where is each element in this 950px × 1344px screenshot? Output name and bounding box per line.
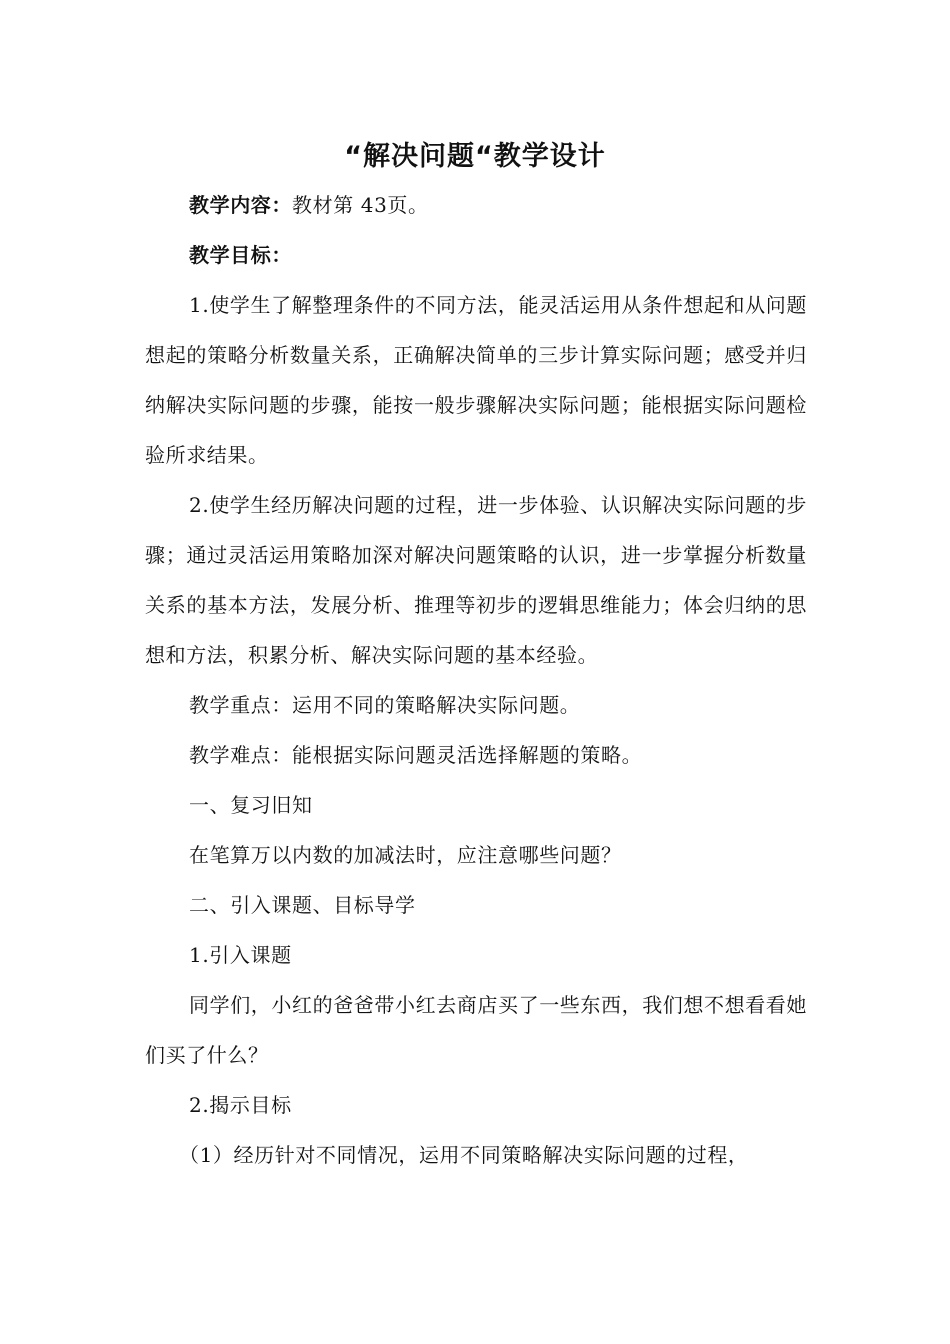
introduction-item-2-text: （1）经历针对不同情况，运用不同策略解决实际问题的过程，: [179, 1143, 749, 1167]
objective-paragraph-1: 1.使学生了解整理条件的不同方法，能灵活运用从条件想起和从问题想起的策略分析数量关系，正确解决简单的三步计算实际问题；感受并归纳解决实际问题的步骤，能按一般步骤解决实际问题；能根据实际问题检验所求结果。: [145, 293, 807, 467]
teaching-objectives-label: 教学目标：: [189, 243, 292, 267]
review-question: 在笔算万以内数的加减法时，应注意哪些问题？: [189, 843, 622, 867]
key-point-paragraph: 教学重点：运用不同的策略解决实际问题。: [189, 693, 581, 717]
section-heading-review: 一、复习旧知: [189, 793, 313, 817]
introduction-item-1-heading: 1.引入课题: [189, 943, 292, 967]
document-body: [145, 180, 807, 1180]
teaching-content-label: 教学内容：: [189, 193, 292, 217]
difficult-point-paragraph: 教学难点：能根据实际问题灵活选择解题的策略。: [189, 743, 643, 767]
teaching-content-line: [145, 180, 807, 230]
objective-paragraph-2: 2.使学生经历解决问题的过程，进一步体验、认识解决实际问题的步骤；通过灵活运用策略加深对解决问题策略的认识，进一步掌握分析数量关系的基本方法，发展分析、推理等初步的逻辑思维能力；体会归纳的思想和方法，积累分析、解决实际问题的基本经验。: [145, 493, 807, 667]
section-heading-introduction: 二、引入课题、目标导学: [189, 893, 416, 917]
teaching-content-value: 教材第 43页。: [292, 193, 429, 217]
introduction-item-2-heading: 2.揭示目标: [189, 1093, 292, 1117]
introduction-item-1-text: 同学们，小红的爸爸带小红去商店买了一些东西，我们想不想看看她们买了什么？: [145, 993, 807, 1067]
document-title: “解决问题“教学设计: [344, 141, 606, 172]
